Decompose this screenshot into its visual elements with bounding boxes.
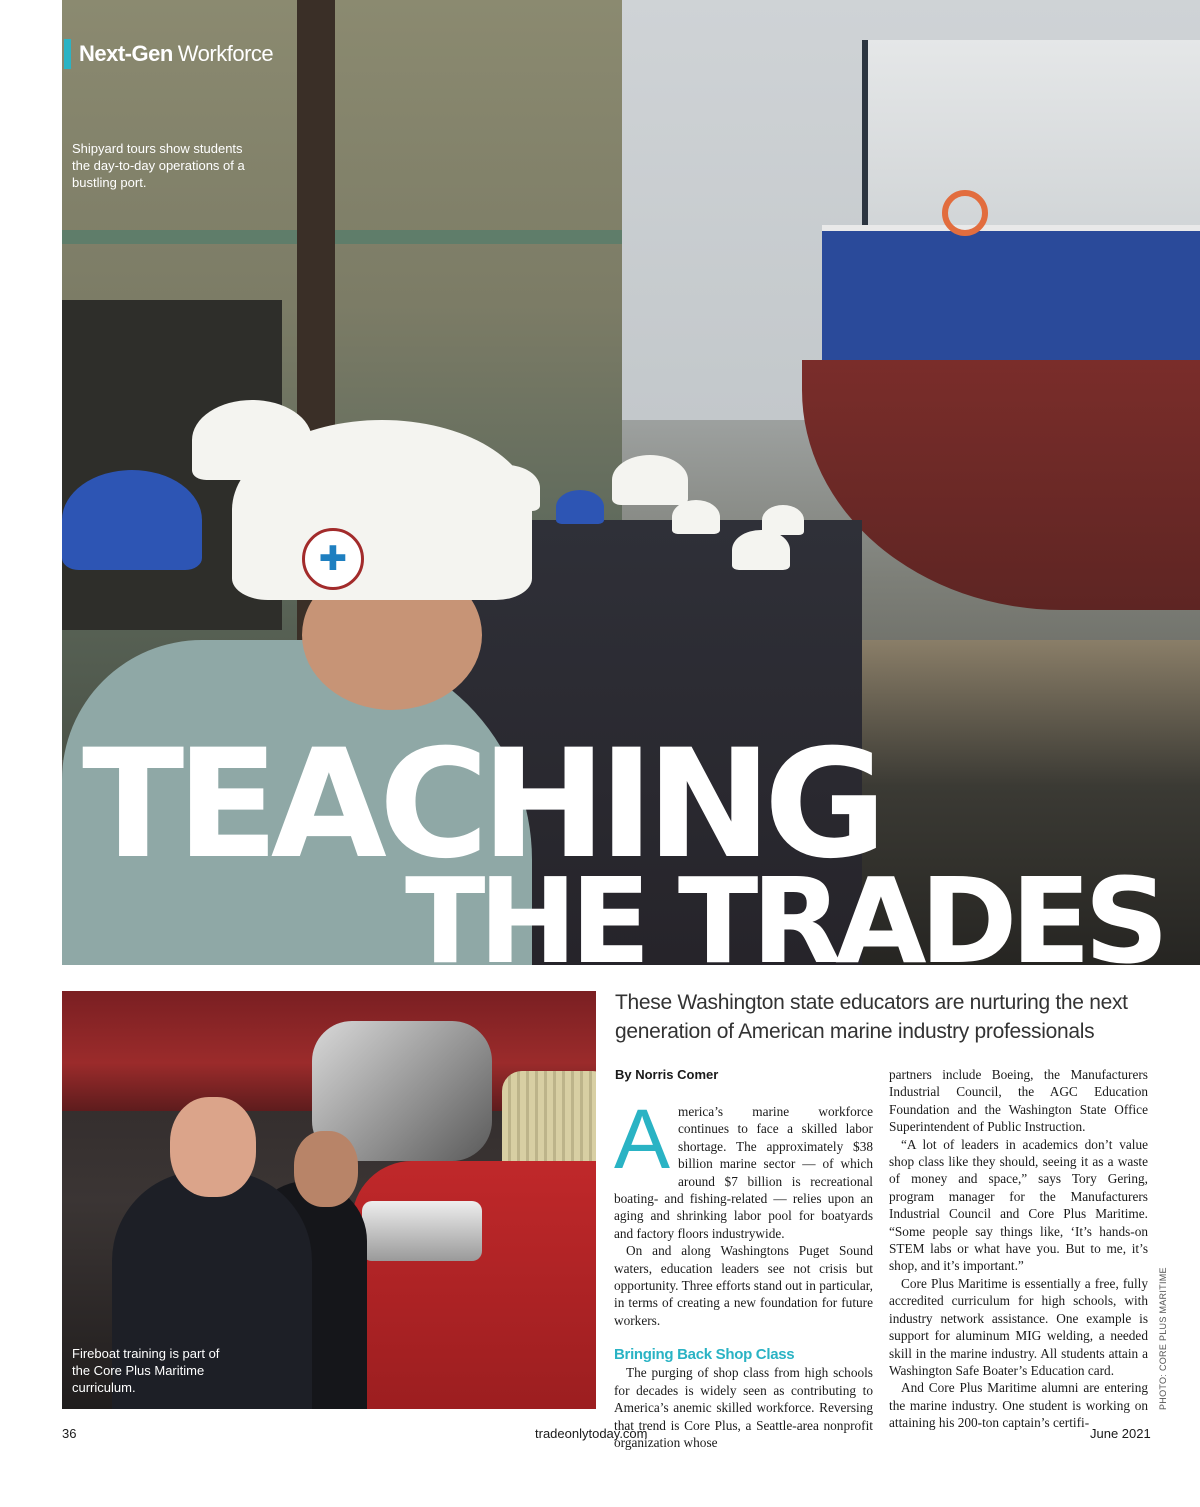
article-column-1 [614,1092,873,1451]
hero-caption: Shipyard tours show students the day-to-day operations of a bustling port. [72,141,245,190]
paragraph-1 [614,1092,873,1242]
hardhat-icon [732,530,790,570]
headline-line-2: THE TRADES [405,852,1163,965]
instructor-face [294,1131,358,1207]
man-face [170,1097,256,1197]
photo-credit: PHOTO: CORE PLUS MARITIME [1158,1267,1168,1410]
blue-hardhat-icon [62,470,202,570]
hardhat-icon [672,500,720,534]
section-tag-regular: Workforce [177,41,274,66]
subhead: Bringing Back Shop Class [614,1346,795,1364]
paragraph-7: And Core Plus Maritime alumni are entering the marine industry. One student is working on attaining his 200-ton captain’s certifi- [889,1380,1148,1431]
section-accent-bar [64,39,71,69]
paragraph-6: Core Plus Maritime is essentially a free, fully accredited curriculum for high schools, with industry network assistance. One example is support for aluminum MIG welding, a needed skill in the marine industry. All students attain a Washington Safe Boater’s Education card. [889,1275,1148,1378]
byline: By Norris Comer [615,1067,719,1082]
red-engine [352,1161,596,1409]
site-url: tradeonlytoday.com [535,1426,648,1441]
headline-line-1: TEACHING [82,718,879,892]
safety-hardhat-icon [232,420,532,600]
article-deck: These Washington state educators are nurturing the next generation of American marine industry professionals [615,991,1128,1043]
hardhat-icon [762,505,804,535]
lifebuoy-icon [942,190,988,236]
chrome-manifold [362,1201,482,1261]
safety-committee-cross-icon: ✚ [302,528,364,590]
section-tag [64,38,273,70]
drop-cap: A [614,1092,671,1186]
paragraph-5: “A lot of leaders in academics don’t value shop class like they should, seeing it as a waste of money and space,” says Tory Gering, program manager for the Manufacturers Industrial Council and Core Plus Maritime. “Some people say things like, ‘It’s hands-on STEM labs or what have you. But to me, it’s shop, and it’s important.” [889,1136,1148,1274]
issue-date: June 2021 [1090,1426,1151,1441]
paragraph-1-text: merica’s marine workforce continues to face a skilled labor shortage. The approximately $38 billion marine sector — of which around $7 billion is recreational boating- and fishing-related — relies upon an aging and shrinking labor pool for boatyards and factory floors industrywide. [614,1104,873,1241]
ship-blue-deck [822,225,1200,371]
paragraph-3: The purging of shop class from high schools for decades is widely seen as contributing to America’s anemic skilled workforce. Reversing that trend is Core Plus, a Seattle-area nonprofit organization whose [614,1365,873,1450]
shed-stripe [62,230,622,244]
hardhat-icon [612,455,688,505]
section-tag-bold: Next-Gen [79,41,173,66]
blue-hardhat-icon [556,490,604,524]
fireboat-caption: Fireboat training is part of the Core Plus Maritime curriculum. [72,1346,220,1395]
ship-superstructure [862,40,1200,240]
paragraph-4: partners include Boeing, the Manufacturers Industrial Council, the AGC Education Foundation and the Washington State Office Superintendent of Public Instruction. [889,1067,1148,1135]
article-column-2 [889,1066,1148,1432]
paragraph-2: On and along Washingtons Puget Sound waters, education leaders see not crisis but opportunity. Three efforts stand out in particular, in terms of creating a new foundation for future workers. [614,1243,873,1328]
page-number: 36 [62,1426,77,1441]
